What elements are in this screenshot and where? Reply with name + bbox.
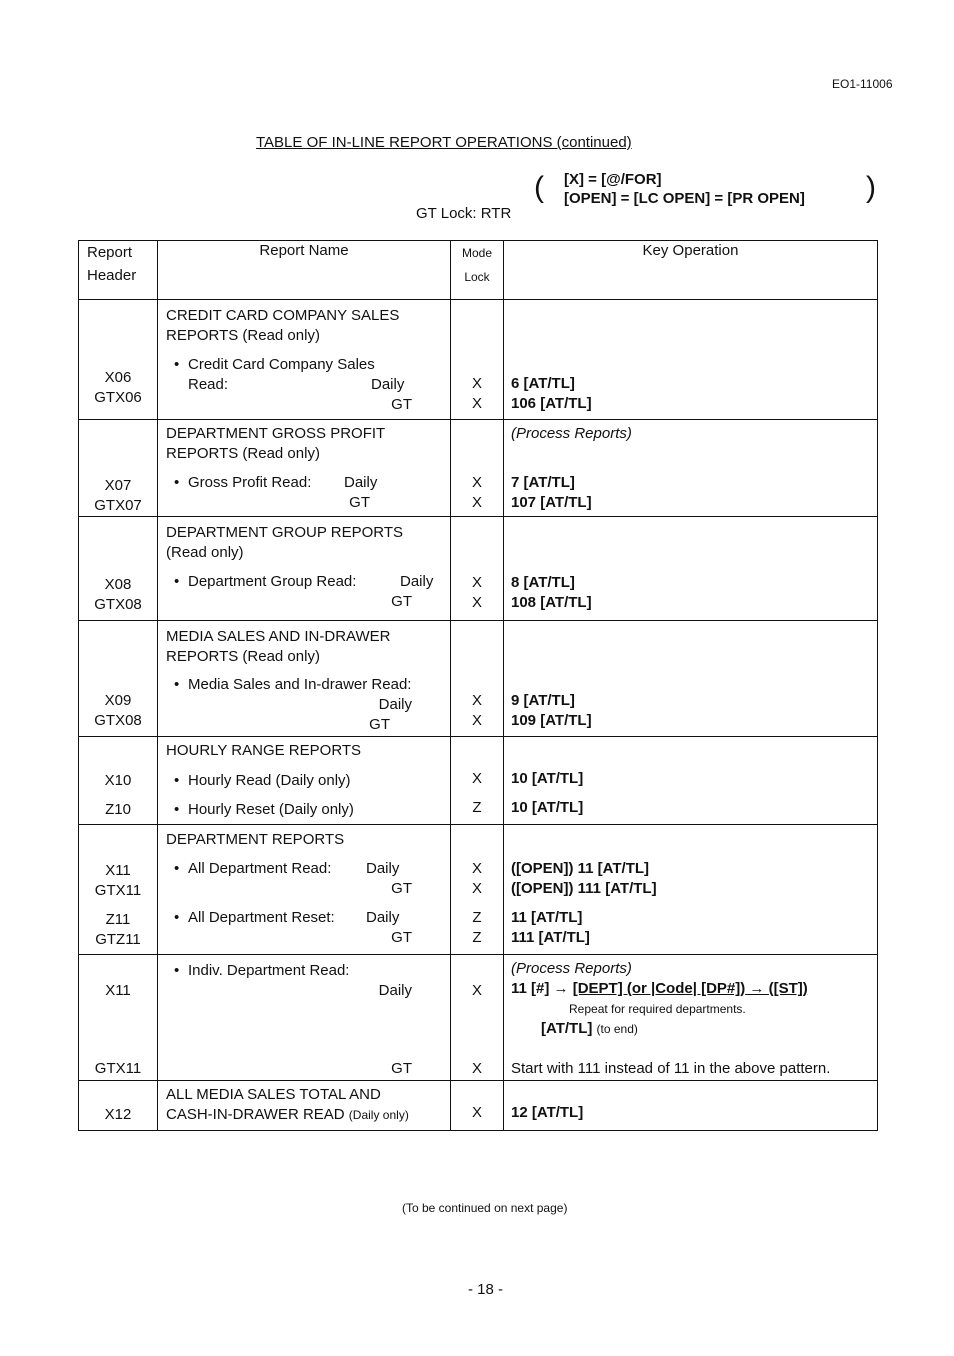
page-title: TABLE OF IN-LINE REPORT OPERATIONS (continued) (256, 134, 632, 151)
header-code: Z11 (105, 911, 131, 928)
mode-value: X (471, 574, 482, 591)
key-operation-cell (504, 300, 878, 420)
report-name-cell (158, 621, 451, 737)
legend-line-2: [OPEN] = [LC OPEN] = [PR OPEN] (564, 190, 805, 207)
mode-value: X (471, 594, 482, 611)
report-item: All Department Reset: (188, 909, 335, 926)
end-key: [AT/TL] (541, 1020, 593, 1037)
table-row (79, 955, 878, 1081)
key-sequence: 10 [AT/TL] (511, 799, 584, 816)
report-title: REPORTS (Read only) (166, 445, 320, 462)
mode-value: X (471, 860, 482, 877)
key-sequence: 11 [#] → (511, 980, 573, 997)
report-name-cell (158, 955, 451, 1081)
legend-left-paren: ( (534, 171, 544, 204)
key-sequence: 109 [AT/TL] (511, 712, 592, 729)
key-legend (534, 170, 876, 208)
report-header-cell (79, 825, 158, 955)
mode-value: X (471, 880, 482, 897)
report-name-cell (158, 737, 451, 825)
report-item: Department Group Read: (188, 573, 357, 590)
mode-value: X (471, 1060, 482, 1077)
header-code: X09 (104, 692, 132, 709)
mode-value: X (471, 1104, 482, 1121)
period-gt: GT (369, 716, 390, 733)
key-sequence: 111 [AT/TL] (511, 929, 590, 946)
key-sequence-dept: [DEPT] (or |Code| [DP#]) (572, 980, 746, 997)
mode-value: Z (472, 909, 482, 926)
report-title: HOURLY RANGE REPORTS (166, 742, 362, 759)
period-daily: Daily (400, 573, 434, 590)
period-gt: GT (391, 929, 412, 946)
header-code: GTX07 (94, 497, 142, 514)
report-title: ALL MEDIA SALES TOTAL AND (166, 1086, 381, 1103)
table-header-row (79, 241, 878, 300)
mode-value: X (471, 770, 482, 787)
report-title: CASH-IN-DRAWER READ (166, 1106, 345, 1123)
key-sequence: ([OPEN]) 111 [AT/TL] (511, 880, 657, 897)
key-operation-cell (504, 825, 878, 955)
period-daily: Daily (378, 982, 412, 999)
gt-instruction: Start with 111 instead of 11 in the above pattern. (511, 1060, 831, 1077)
mode-value: X (471, 395, 482, 412)
period-gt: GT (391, 1060, 412, 1077)
report-name-cell (158, 420, 451, 517)
report-title: DEPARTMENT REPORTS (166, 831, 345, 848)
report-header-cell (79, 300, 158, 420)
continued-note: (To be continued on next page) (402, 1201, 568, 1215)
mode-lock-cell (451, 300, 504, 420)
report-item-cont: Read: (188, 376, 229, 393)
report-item: • Hourly Reset (Daily only) (166, 800, 450, 820)
key-operation-cell (504, 1081, 878, 1131)
mode-lock-cell (451, 737, 504, 825)
col-report-header (79, 241, 158, 300)
report-header-cell (79, 420, 158, 517)
mode-lock-cell (451, 517, 504, 621)
legend-line-1: [X] = [@/FOR] (564, 171, 662, 188)
key-sequence: ([OPEN]) 11 [AT/TL] (511, 860, 650, 877)
process-note: (Process Reports) (511, 425, 632, 442)
period-daily: Daily (366, 860, 400, 877)
key-operation-cell (504, 420, 878, 517)
report-header-cell (79, 1081, 158, 1131)
period-gt: GT (349, 494, 370, 511)
report-title: DEPARTMENT GROUP REPORTS (166, 524, 403, 541)
key-sequence: 12 [AT/TL] (511, 1104, 584, 1121)
header-code: Z10 (105, 801, 131, 818)
key-sequence: 9 [AT/TL] (511, 692, 575, 709)
header-code: X07 (104, 477, 132, 494)
mode-value: X (471, 712, 482, 729)
key-sequence: 8 [AT/TL] (511, 574, 575, 591)
mode-value: X (471, 692, 482, 709)
key-sequence-st: → ([ST]) (745, 980, 808, 997)
report-item: • Hourly Read (Daily only) (166, 771, 450, 791)
header-code: GTX11 (94, 882, 142, 899)
key-sequence: 10 [AT/TL] (511, 770, 584, 787)
mode-lock-cell (451, 825, 504, 955)
report-title: REPORTS (Read only) (166, 648, 320, 665)
mode-lock-cell (451, 1081, 504, 1131)
report-title: (Read only) (166, 544, 244, 561)
header-code: X11 (105, 862, 131, 879)
report-header-cell (79, 737, 158, 825)
table-row (79, 300, 878, 420)
period-gt: GT (391, 880, 412, 897)
report-title: DEPARTMENT GROSS PROFIT (166, 425, 386, 442)
mode-value: X (471, 982, 482, 999)
header-code: GTX06 (94, 389, 142, 406)
mode-lock-cell (451, 955, 504, 1081)
col-report-header-line2: Header (87, 267, 137, 284)
report-title: CREDIT CARD COMPANY SALES (166, 307, 400, 324)
mode-value: X (471, 494, 482, 511)
key-sequence: 6 [AT/TL] (511, 375, 575, 392)
period-gt: GT (391, 593, 412, 610)
header-code: X06 (104, 369, 132, 386)
page-number: - 18 - (468, 1281, 504, 1298)
document-number: EO1-11006 (832, 77, 893, 91)
mode-value: X (471, 474, 482, 491)
col-report-header-line1: Report (87, 244, 133, 261)
report-name-cell (158, 517, 451, 621)
header-code: X08 (104, 576, 132, 593)
table-row (79, 621, 878, 737)
report-name-cell (158, 825, 451, 955)
mode-lock-cell (451, 621, 504, 737)
report-title: REPORTS (Read only) (166, 327, 320, 344)
key-operation-cell (504, 737, 878, 825)
key-sequence: 107 [AT/TL] (511, 494, 592, 511)
report-header-cell (79, 621, 158, 737)
col-mode-line2: Lock (464, 270, 490, 284)
report-item: Gross Profit Read: (188, 474, 312, 491)
table-row (79, 420, 878, 517)
key-sequence: 7 [AT/TL] (511, 474, 575, 491)
header-code: GTX11 (94, 1060, 142, 1077)
table-row (79, 1081, 878, 1131)
key-operation-cell (504, 621, 878, 737)
report-item: • Indiv. Department Read: (166, 961, 450, 981)
header-code: GTZ11 (95, 931, 141, 948)
gt-lock-label: GT Lock: RTR (416, 205, 512, 222)
mode-value: Z (472, 799, 482, 816)
key-sequence: 106 [AT/TL] (511, 395, 592, 412)
repeat-note: Repeat for required departments. (569, 1002, 746, 1016)
header-code: X10 (104, 772, 132, 789)
table-row (79, 517, 878, 621)
key-operation-cell (504, 517, 878, 621)
mode-value: Z (472, 929, 482, 946)
col-mode-line1: Mode (461, 246, 493, 260)
col-mode-lock (451, 241, 504, 300)
report-header-cell (79, 517, 158, 621)
period-daily: Daily (371, 376, 405, 393)
end-note: (to end) (596, 1022, 638, 1036)
key-sequence: 108 [AT/TL] (511, 594, 592, 611)
period-daily: Daily (344, 474, 378, 491)
report-name-cell (158, 300, 451, 420)
report-item: All Department Read: (188, 860, 332, 877)
table-row (79, 737, 878, 825)
report-item: • Credit Card Company Sales (166, 355, 450, 375)
period-daily: Daily (378, 696, 412, 713)
col-report-name: Report Name (158, 241, 451, 300)
process-note: (Process Reports) (511, 960, 632, 977)
period-daily: Daily (366, 909, 400, 926)
key-operation-cell (504, 955, 878, 1081)
header-code: X12 (104, 1106, 132, 1123)
report-name-cell (158, 1081, 451, 1131)
mode-value: X (471, 375, 482, 392)
header-code: GTX08 (94, 712, 142, 729)
mode-lock-cell (451, 420, 504, 517)
report-operations-table (78, 240, 878, 1131)
header-code: X11 (105, 982, 131, 999)
col-key-operation: Key Operation (504, 241, 878, 300)
key-sequence: 11 [AT/TL] (511, 909, 583, 926)
period-gt: GT (391, 396, 412, 413)
table-row (79, 825, 878, 955)
header-code: GTX08 (94, 596, 142, 613)
report-header-cell (79, 955, 158, 1081)
report-title: MEDIA SALES AND IN-DRAWER (166, 628, 391, 645)
report-title-note: (Daily only) (348, 1108, 409, 1122)
report-item: • Media Sales and In-drawer Read: (166, 675, 450, 695)
legend-right-paren: ) (866, 171, 876, 204)
